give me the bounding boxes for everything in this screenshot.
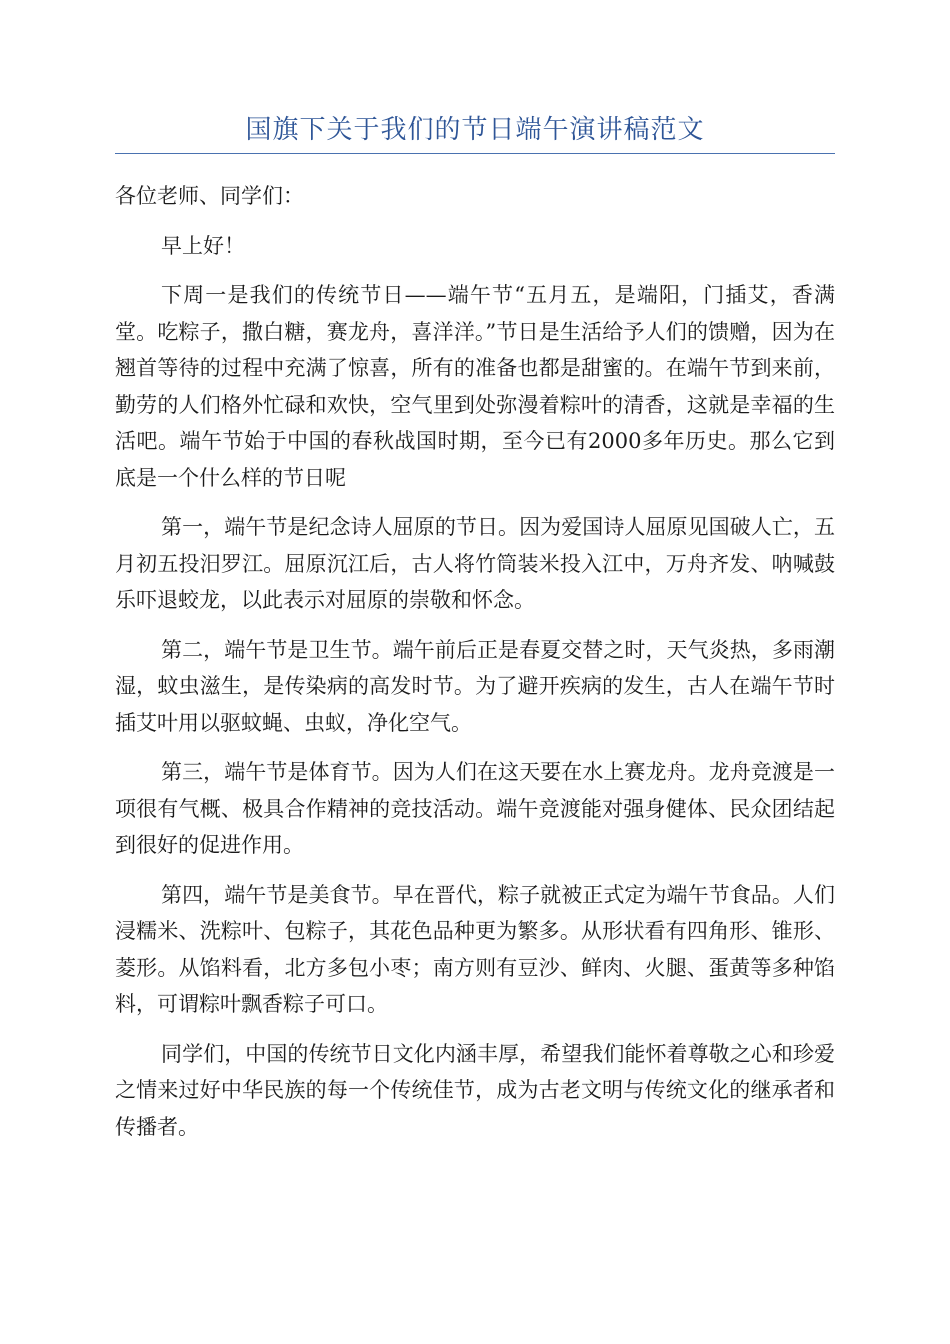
paragraph-intro: 下周一是我们的传统节日——端午节“五月五，是端阳，门插艾，香满堂。吃粽子，撒白糖，赛龙舟，喜洋洋。”节日是生活给予人们的馈赠，因为在翘首等待的过程中充满了惊喜，所有的准备也都是甜蜜的。在端午节到来前，勤劳的人们格外忙碌和欢快，空气里到处弥漫着粽叶的清香，这就是幸福的生活吧。端午节始于中国的春秋战国时期，至今已有2000多年历史。那么它到底是一个什么样的节日呢 [115,283,835,490]
paragraph-second: 第二，端午节是卫生节。端午前后正是春夏交替之时，天气炎热，多雨潮湿，蚊虫滋生，是传染病的高发时节。为了避开疾病的发生，古人在端午节时插艾叶用以驱蚊蝇、虫蚁，净化空气。 [115,637,835,735]
paragraph-third: 第三，端午节是体育节。因为人们在这天要在水上赛龙舟。龙舟竞渡是一项很有气概、极具合作精神的竞技活动。端午竞渡能对强身健体、民众团结起到很好的促进作用。 [115,760,835,857]
document-body [115,178,835,1158]
salutation: 各位老师、同学们： [115,184,304,208]
paragraph-closing: 同学们，中国的传统节日文化内涵丰厚，希望我们能怀着尊敬之心和珍爱之情来过好中华民族的每一个传统佳节，成为古老文明与传统文化的继承者和传播者。 [115,1041,835,1139]
paragraph-greeting: 早上好！ [161,233,245,258]
document-title: 国旗下关于我们的节日端午演讲稿范文 [245,115,705,145]
paragraph-fourth: 第四，端午节是美食节。早在晋代，粽子就被正式定为端午节食品。人们浸糯米、洗粽叶、包粽子，其花色品种更为繁多。从形状看有四角形、锥形、菱形。从馅料看，北方多包小枣；南方则有豆沙、鲜肉、火腿、蛋黄等多种馅料，可谓粽叶飘香粽子可口。 [115,882,835,1016]
title-underline [115,153,835,154]
paragraph-first: 第一，端午节是纪念诗人屈原的节日。因为爱国诗人屈原见国破人亡，五月初五投汨罗江。屈原沉江后，古人将竹筒装米投入江中，万舟齐发、呐喊鼓乐吓退蛟龙，以此表示对屈原的崇敬和怀念。 [115,515,835,612]
